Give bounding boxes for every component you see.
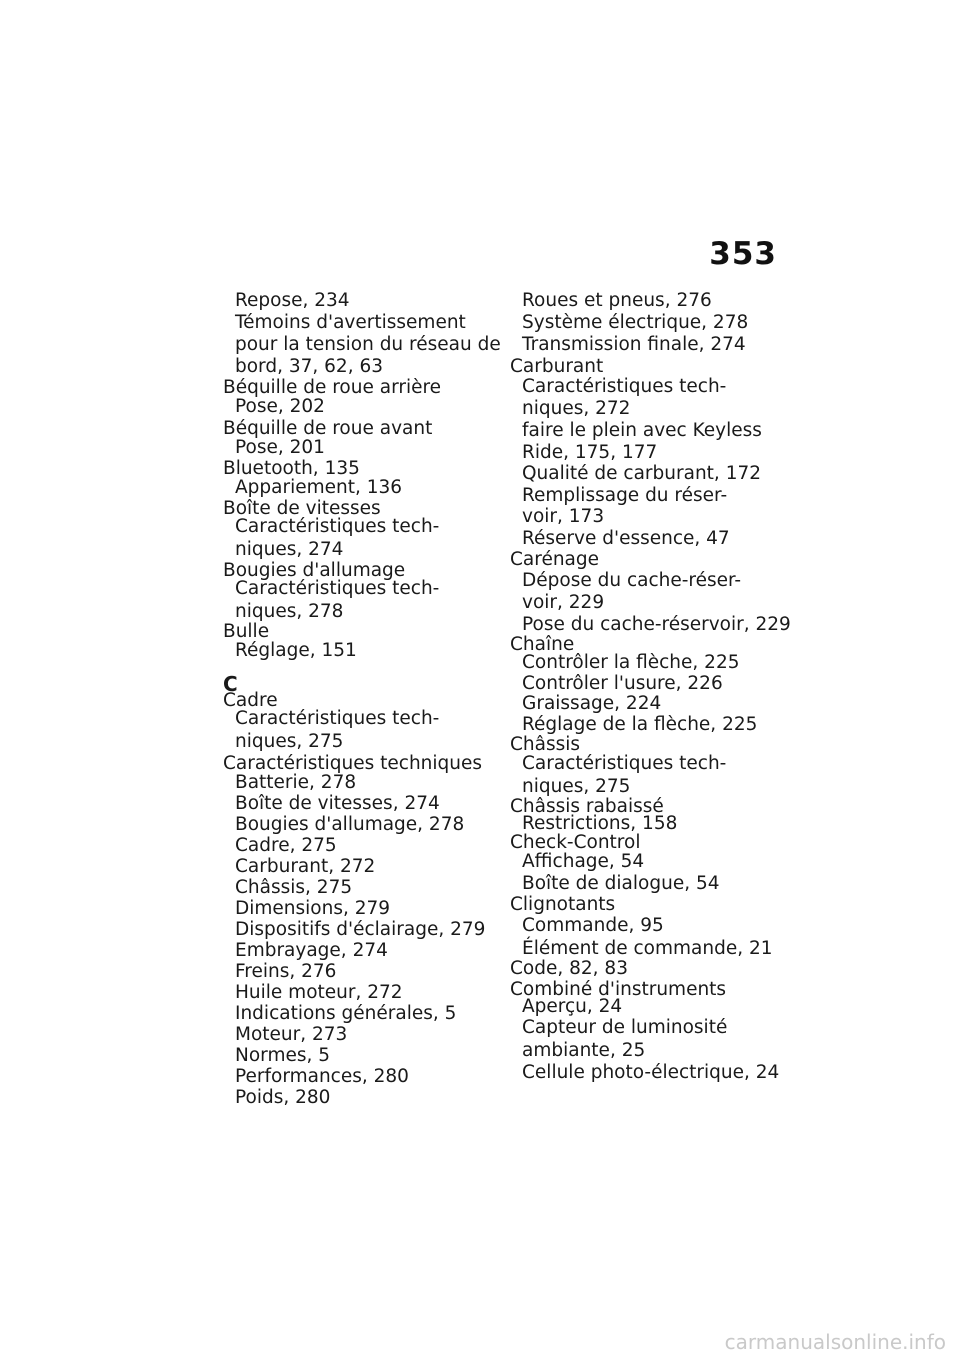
index-entry: Carénage bbox=[510, 549, 600, 570]
index-entry: Cadre bbox=[223, 690, 278, 711]
index-subentry: Caractéristiques tech- bbox=[235, 516, 440, 537]
index-subentry: Transmission finale, 274 bbox=[522, 334, 746, 355]
index-subentry: Châssis, 275 bbox=[235, 877, 353, 898]
index-entry: Boîte de vitesses bbox=[223, 498, 381, 519]
index-subentry: Caractéristiques tech- bbox=[235, 578, 440, 599]
index-entry: Bulle bbox=[223, 621, 270, 642]
index-subentry: Restrictions, 158 bbox=[522, 813, 678, 834]
index-subentry: Caractéristiques tech- bbox=[235, 708, 440, 729]
index-subentry: Témoins d'avertissement bbox=[235, 312, 466, 333]
index-subentry: Roues et pneus, 276 bbox=[522, 290, 712, 311]
watermark: carmanualsonline.info bbox=[724, 1330, 946, 1354]
index-entry: Bougies d'allumage bbox=[223, 560, 406, 581]
index-subentry: voir, 173 bbox=[522, 506, 605, 527]
index-subentry: Bougies d'allumage, 278 bbox=[235, 814, 465, 835]
index-section-letter: C bbox=[223, 672, 238, 696]
index-entry: Combiné d'instruments bbox=[510, 979, 727, 1000]
index-subentry: Freins, 276 bbox=[235, 961, 337, 982]
index-subentry: Dépose du cache-réser- bbox=[522, 570, 742, 591]
index-entry: Code, 82, 83 bbox=[510, 958, 628, 979]
index-subentry: Pose, 202 bbox=[235, 396, 325, 417]
index-subentry: ambiante, 25 bbox=[522, 1040, 646, 1061]
index-subentry: Huile moteur, 272 bbox=[235, 982, 403, 1003]
index-entry: Caractéristiques techniques bbox=[223, 753, 483, 774]
index-subentry: Ride, 175, 177 bbox=[522, 442, 658, 463]
index-subentry: Contrôler la flèche, 225 bbox=[522, 652, 740, 673]
index-subentry: Cadre, 275 bbox=[235, 835, 337, 856]
index-entry: Clignotants bbox=[510, 894, 616, 915]
index-subentry: Moteur, 273 bbox=[235, 1024, 348, 1045]
index-subentry: Caractéristiques tech- bbox=[522, 376, 727, 397]
index-subentry: pour la tension du réseau de bbox=[235, 334, 501, 355]
index-subentry: Commande, 95 bbox=[522, 915, 664, 936]
index-subentry: Poids, 280 bbox=[235, 1087, 331, 1108]
index-subentry: Carburant, 272 bbox=[235, 856, 376, 877]
index-subentry: Indications générales, 5 bbox=[235, 1003, 457, 1024]
index-subentry: Aperçu, 24 bbox=[522, 996, 623, 1017]
index-entry: Châssis bbox=[510, 734, 581, 755]
index-subentry: Graissage, 224 bbox=[522, 693, 662, 714]
index-subentry: Contrôler l'usure, 226 bbox=[522, 673, 723, 694]
index-subentry: niques, 278 bbox=[235, 601, 344, 622]
index-subentry: Appariement, 136 bbox=[235, 477, 403, 498]
index-subentry: niques, 272 bbox=[522, 398, 631, 419]
index-subentry: Batterie, 278 bbox=[235, 772, 357, 793]
index-subentry: niques, 274 bbox=[235, 539, 344, 560]
index-subentry: Élément de commande, 21 bbox=[522, 938, 773, 959]
index-entry: Check-Control bbox=[510, 832, 641, 853]
index-entry: Carburant bbox=[510, 356, 604, 377]
index-subentry: niques, 275 bbox=[522, 776, 631, 797]
index-subentry: Boîte de dialogue, 54 bbox=[522, 873, 720, 894]
index-subentry: Réglage, 151 bbox=[235, 640, 357, 661]
index-subentry: faire le plein avec Keyless bbox=[522, 420, 762, 441]
index-subentry: Qualité de carburant, 172 bbox=[522, 463, 762, 484]
index-entry: Chaîne bbox=[510, 634, 575, 655]
index-subentry: Normes, 5 bbox=[235, 1045, 331, 1066]
index-entry: Béquille de roue arrière bbox=[223, 377, 442, 398]
index-subentry: Système électrique, 278 bbox=[522, 312, 749, 333]
index-subentry: Performances, 280 bbox=[235, 1066, 409, 1087]
index-subentry: Caractéristiques tech- bbox=[522, 753, 727, 774]
index-subentry: Remplissage du réser- bbox=[522, 485, 728, 506]
index-entry: Bluetooth, 135 bbox=[223, 458, 360, 479]
index-subentry: Pose du cache-réservoir, 229 bbox=[522, 614, 791, 635]
index-subentry: Réserve d'essence, 47 bbox=[522, 528, 730, 549]
index-subentry: Affichage, 54 bbox=[522, 851, 645, 872]
index-subentry: voir, 229 bbox=[522, 592, 605, 613]
index-subentry: Boîte de vitesses, 274 bbox=[235, 793, 440, 814]
page-number: 353 bbox=[709, 236, 777, 272]
index-subentry: niques, 275 bbox=[235, 731, 344, 752]
index-subentry: Capteur de luminosité bbox=[522, 1017, 728, 1038]
index-subentry: Embrayage, 274 bbox=[235, 940, 388, 961]
index-subentry: Dimensions, 279 bbox=[235, 898, 391, 919]
index-subentry: Dispositifs d'éclairage, 279 bbox=[235, 919, 486, 940]
index-subentry: Cellule photo-électrique, 24 bbox=[522, 1062, 780, 1083]
index-entry: Béquille de roue avant bbox=[223, 418, 433, 439]
index-subentry: Réglage de la flèche, 225 bbox=[522, 714, 758, 735]
index-subentry: Repose, 234 bbox=[235, 290, 350, 311]
index-subentry: bord, 37, 62, 63 bbox=[235, 356, 383, 377]
index-subentry: Pose, 201 bbox=[235, 437, 325, 458]
index-entry: Châssis rabaissé bbox=[510, 796, 664, 817]
